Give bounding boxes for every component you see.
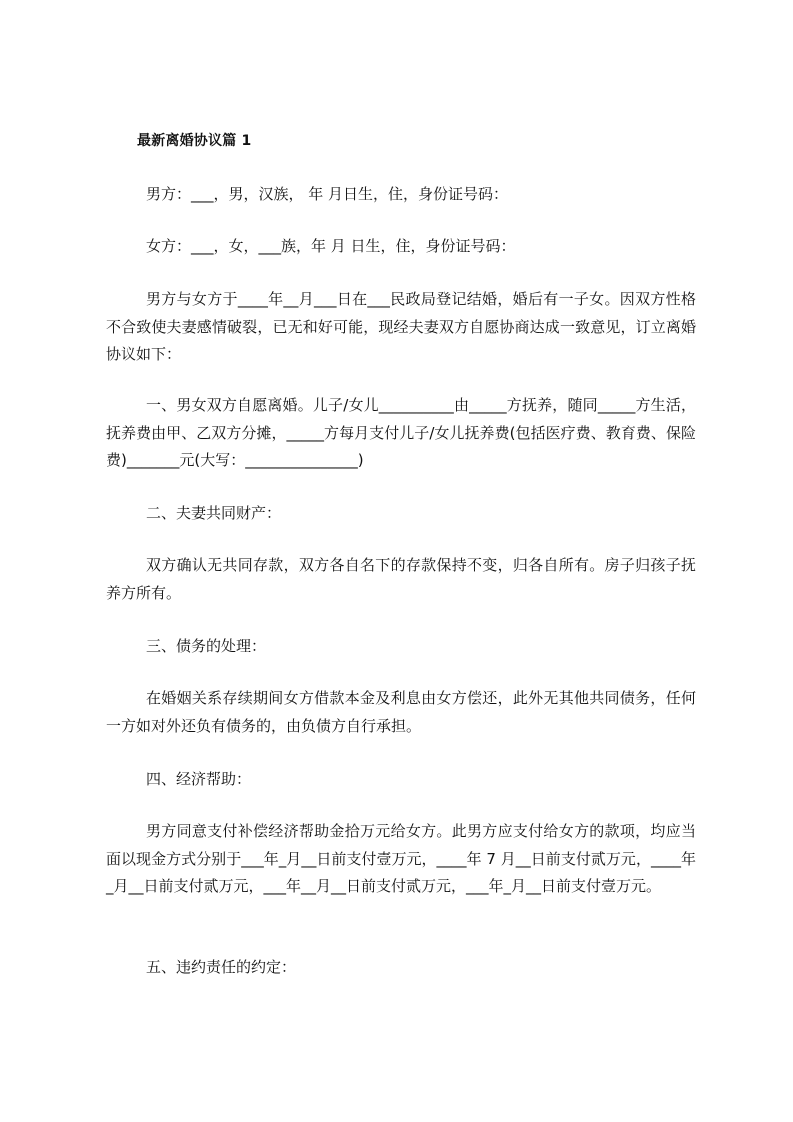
section-2-heading: 二、夫妻共同财产： xyxy=(146,504,282,522)
section-3-body: 在婚姻关系存续期间女方借款本金及利息由女方偿还，此外无其他共同债务，任何一方如对外还负有债务的，由负债方自行承担。 xyxy=(106,689,696,735)
intro-paragraph: 男方与女方于____年__月___日在___民政局登记结婚，婚后有一子女。因双方性格不合致使夫妻感情破裂，已无和好可能，现经夫妻双方自愿协商达成一致意见，订立离婚协议如下： xyxy=(106,290,696,363)
section-4-body: 男方同意支付补偿经济帮助金拾万元给女方。此男方应支付给女方的款项，均应当面以现金方式分别于___年_月__日前支付壹万元，____年 7 月__日前支付贰万元，____年_月__日前支付贰万元，___年__月__日前支付贰万元，___年_月__日前支付壹万元。 xyxy=(106,822,696,895)
section-4-heading: 四、经济帮助： xyxy=(146,770,252,788)
section-1-body: 一、男女双方自愿离婚。儿子/女儿__________由_____方抚养，随同_____方生活，抚养费由甲、乙双方分摊，_____方每月支付儿子/女儿抚养费(包括医疗费、教育费、保险费)_______元(大写：_______________) xyxy=(106,396,696,469)
section-3-heading: 三、债务的处理： xyxy=(146,637,267,655)
husband-info-line: 男方：___，男，汉族， 年 月日生，住，身份证号码： xyxy=(146,185,509,203)
document-title: 最新离婚协议篇 1 xyxy=(137,133,252,149)
section-5-heading: 五、违约责任的约定： xyxy=(146,958,297,976)
wife-info-line: 女方：___，女，___族，年 月 日生，住，身份证号码： xyxy=(146,237,516,255)
section-2-body: 双方确认无共同存款，双方各自名下的存款保持不变，归各自所有。房子归孩子抚养方所有。 xyxy=(106,556,696,602)
